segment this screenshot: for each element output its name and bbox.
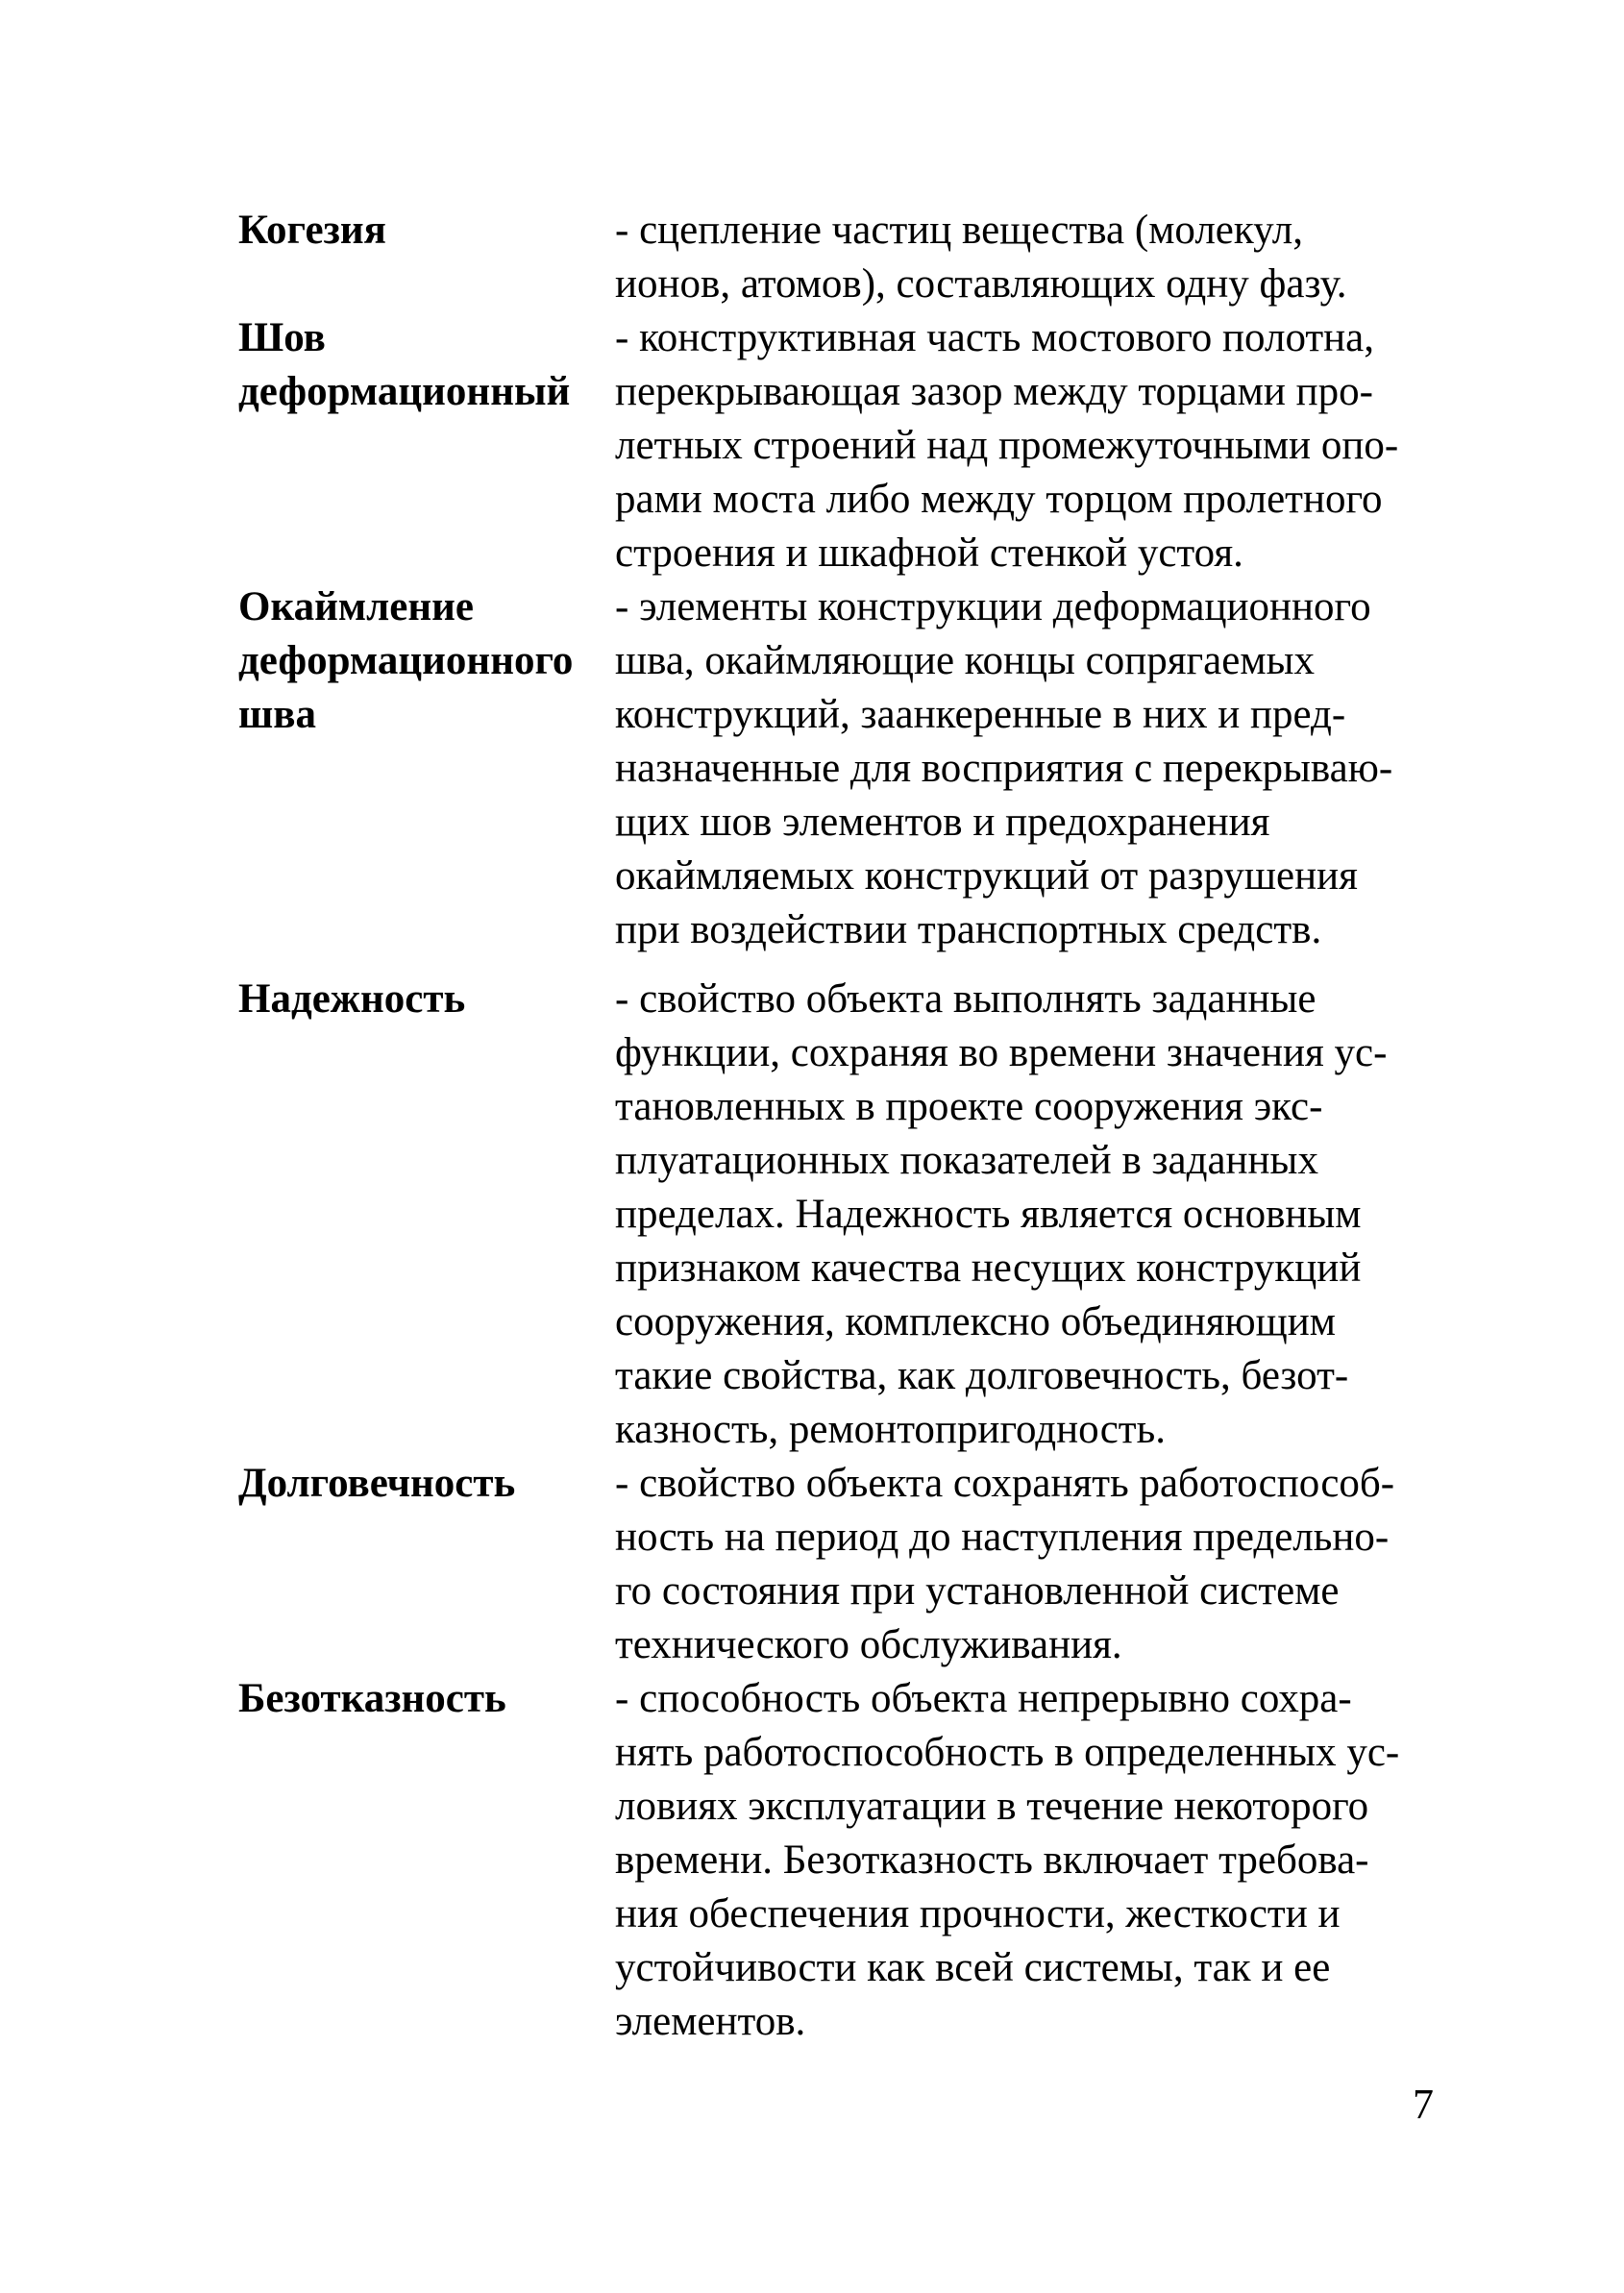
definition-durability <box>615 1457 1480 1672</box>
term-durability <box>238 1457 613 1511</box>
definition-line: такие свойства, как долговечность, безот- <box>615 1353 1349 1398</box>
definition-line: ния обеспечения прочности, жесткости и <box>615 1891 1341 1936</box>
definition-line: пределах. Надежность является основным <box>615 1192 1362 1237</box>
definition-line: ловиях эксплуатации в течение некоторого <box>615 1784 1369 1829</box>
definition-deformation-joint <box>615 311 1480 580</box>
definition-line: устойчивости как всей системы, так и ее <box>615 1945 1331 1990</box>
definition-line: строения и шкафной стенкой устоя. <box>615 530 1243 576</box>
term-cohesion <box>238 204 613 258</box>
term-line: шва <box>238 692 317 737</box>
term-line: Безотказность <box>238 1676 506 1721</box>
term-line: Шов <box>238 315 326 360</box>
definition-line: сооружения, комплексно объединяющим <box>615 1299 1337 1344</box>
definition-line: тановленных в проекте сооружения экс- <box>615 1084 1323 1129</box>
term-line: Долговечность <box>238 1461 516 1506</box>
definition-line: технического обслуживания. <box>615 1622 1122 1667</box>
definition-line: - сцепление частиц вещества (молекул, <box>615 208 1303 253</box>
definition-line: - конструктивная часть мостового полотна, <box>615 315 1375 360</box>
term-failure-free <box>238 1672 613 1726</box>
definition-line: - свойство объекта выполнять заданные <box>615 976 1316 1022</box>
definition-line: ность на период до наступления предельно- <box>615 1515 1390 1560</box>
definition-line: перекрывающая зазор между торцами про- <box>615 369 1373 414</box>
term-joint-edging <box>238 580 613 742</box>
definition-line: го состояния при установленной системе <box>615 1568 1340 1614</box>
term-line: Окаймление <box>238 584 474 629</box>
definition-line: - способность объекта непрерывно сохра- <box>615 1676 1352 1721</box>
term-line: Когезия <box>238 208 386 253</box>
definition-line: ионов, атомов), составляющих одну фазу. <box>615 261 1347 307</box>
definition-line: рами моста либо между торцом пролетного <box>615 477 1383 522</box>
term-line: Надежность <box>238 976 466 1022</box>
definition-line: функции, сохраняя во времени значения ус- <box>615 1030 1388 1075</box>
term-line: деформационного <box>238 638 574 683</box>
definition-line: конструкций, заанкеренные в них и пред- <box>615 692 1346 737</box>
definition-line: шва, окаймляющие концы сопрягаемых <box>615 638 1315 683</box>
definition-line: летных строений над промежуточными опо- <box>615 423 1399 468</box>
term-line: деформационный <box>238 369 571 414</box>
definition-line: признаком качества несущих конструкций <box>615 1245 1362 1291</box>
page-number: 7 <box>1413 2081 1434 2128</box>
term-reliability <box>238 973 613 1026</box>
term-deformation-joint <box>238 311 613 419</box>
definition-line: времени. Безотказность включает требова- <box>615 1837 1369 1883</box>
definition-cohesion <box>615 204 1480 311</box>
definition-line: - свойство объекта сохранять работоспособ- <box>615 1461 1395 1506</box>
definition-line: назначенные для восприятия с перекрываю- <box>615 746 1393 791</box>
definition-line: нять работоспособность в определенных ус- <box>615 1730 1400 1775</box>
definition-line: щих шов элементов и предохранения <box>615 800 1270 845</box>
definition-line: окаймляемых конструкций от разрушения <box>615 853 1358 899</box>
definition-failure-free <box>615 1672 1480 2049</box>
definition-joint-edging <box>615 580 1480 957</box>
definition-line: при воздействии транспортных средств. <box>615 907 1322 952</box>
definition-line: элементов. <box>615 1999 806 2044</box>
definition-line: казность, ремонтопригодность. <box>615 1407 1166 1452</box>
definition-line: - элементы конструкции деформационного <box>615 584 1371 629</box>
definition-line: плуатационных показателей в заданных <box>615 1138 1318 1183</box>
definition-reliability <box>615 973 1480 1457</box>
